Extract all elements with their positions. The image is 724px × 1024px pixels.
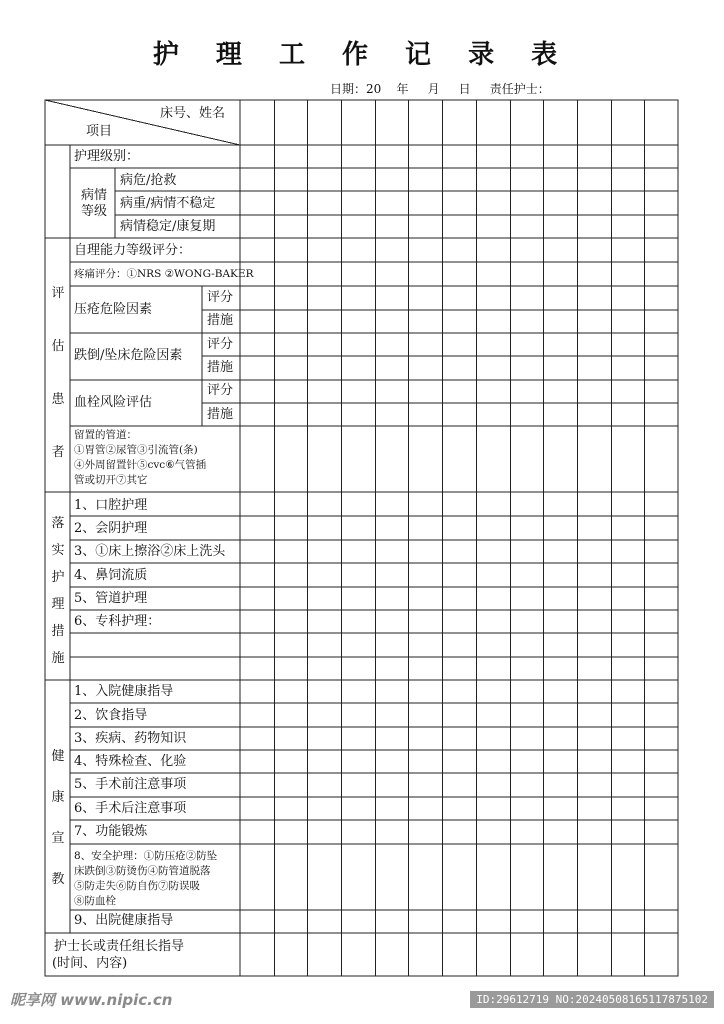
safety-line-2: 床跌倒③防烫伤④防管道脱落 — [74, 865, 211, 877]
level-option-stable: 病情稳定/康复期 — [120, 219, 216, 234]
education-item-4: 4、特殊检查、化验 — [74, 754, 187, 769]
assess-side-char: 者 — [51, 445, 65, 460]
measure-item-1: 1、口腔护理 — [74, 498, 148, 513]
pressure-score-label: 评分 — [207, 290, 234, 305]
education-item-6: 6、手术后注意事项 — [74, 801, 187, 816]
tubes-line-4: 管或切开⑦其它 — [74, 474, 148, 486]
measures-side-char: 护 — [51, 570, 65, 585]
measures-side-label — [48, 512, 68, 666]
tubes-line-1: 留置的管道： — [74, 429, 137, 441]
pressure-risk-label: 压疮危险因素 — [74, 302, 153, 317]
fall-score-label: 评分 — [207, 337, 234, 352]
head-nurse-guidance-sub: (时间、内容) — [52, 956, 128, 971]
measure-item-2: 2、会阴护理 — [74, 521, 148, 536]
education-item-2: 2、饮食指导 — [74, 708, 148, 723]
page-title: 护 理 工 作 记 录 表 — [152, 40, 572, 70]
assess-side-char: 患 — [51, 392, 65, 407]
measures-side-char: 实 — [51, 543, 65, 558]
assess-side-char: 估 — [51, 339, 65, 354]
tubes-line-2: ①胃管②尿管③引流管(条) — [74, 444, 198, 456]
data-column-lines — [275, 100, 645, 976]
education-item-3: 3、疾病、药物知识 — [74, 731, 187, 746]
watermark-id: ID:29612719 NO:20240508165117875102 — [470, 991, 714, 1008]
education-item-5: 5、手术前注意事项 — [74, 777, 187, 792]
education-item-7: 7、功能锻炼 — [74, 824, 148, 839]
header-item: 项目 — [86, 124, 113, 139]
fall-risk-label: 跌倒/坠床危险因素 — [74, 348, 183, 363]
tubes-line-3: ④外周留置针⑤cvc⑥气管插 — [74, 459, 207, 471]
education-side-char: 康 — [51, 790, 65, 805]
fall-measure-label: 措施 — [207, 360, 234, 375]
education-side-char: 教 — [51, 872, 65, 887]
measures-side-char: 施 — [51, 651, 65, 666]
measure-item-5: 5、管道护理 — [74, 591, 148, 606]
thrombus-measure-label: 措施 — [207, 407, 234, 422]
measures-side-char: 落 — [51, 516, 65, 531]
thrombus-score-label: 评分 — [207, 383, 234, 398]
assess-side-char: 评 — [51, 286, 65, 301]
level-option-serious: 病重/病情不稳定 — [120, 196, 216, 211]
safety-line-1: 8、安全护理：①防压疮②防坠 — [74, 850, 218, 862]
watermark-site: 昵享网 www.nipic.cn — [10, 991, 173, 1009]
safety-line-3: ⑤防走失⑥防自伤⑦防误吸 — [74, 880, 200, 892]
nursing-level-label: 护理级别： — [74, 149, 140, 164]
head-nurse-guidance-label: 护士长或责任组长指导 — [54, 939, 185, 954]
pressure-measure-label: 措施 — [207, 313, 234, 328]
education-item-1: 1、入院健康指导 — [74, 684, 174, 699]
education-side-char: 宣 — [51, 831, 65, 846]
measure-item-4: 4、鼻饲流质 — [74, 568, 148, 583]
assess-side-label — [48, 282, 68, 460]
measure-item-3: 3、①床上擦浴②床上洗头 — [74, 544, 226, 559]
education-side-label — [48, 745, 68, 887]
level-option-critical: 病危/抢救 — [120, 173, 177, 188]
condition-level-label: 病情 等级 — [80, 188, 107, 219]
education-side-char: 健 — [51, 749, 65, 764]
thrombus-risk-label: 血栓风险评估 — [74, 395, 153, 410]
measure-item-6: 6、专科护理： — [74, 614, 161, 629]
education-item-9: 9、出院健康指导 — [74, 913, 174, 928]
self-care-label: 自理能力等级评分： — [74, 243, 192, 258]
measures-side-char: 理 — [51, 597, 65, 612]
header-bed-name: 床号、姓名 — [160, 106, 226, 121]
pain-score-label: 疼痛评分：①NRS ②WONG-BAKER — [74, 268, 254, 280]
safety-line-4: ⑧防血栓 — [74, 895, 116, 907]
date-line: 日期：20 年 月 日 责任护士： — [330, 82, 550, 96]
measures-side-char: 措 — [51, 624, 65, 639]
